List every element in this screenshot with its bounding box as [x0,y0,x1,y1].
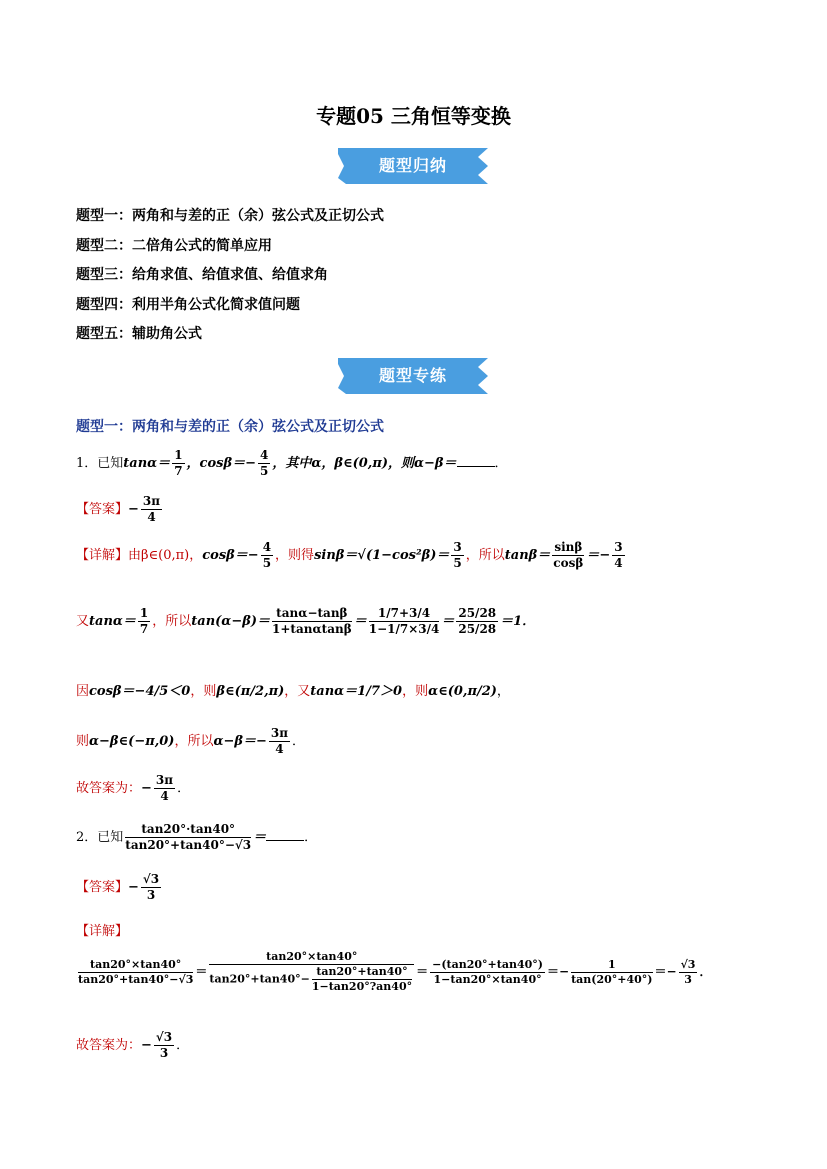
final-answer-label: 故答案为： [76,1038,142,1053]
math-expr: ，其中α，β∈(0,π)，则α−β＝ [272,456,457,471]
detail-line-2: 又tanα＝ $\frac{1}{7}$ ，所以tan(α−β)＝ $\frac{\tan\alpha-\tan\beta}{1+\tan\alpha\tan\beta}$ ＝ $\frac{1/7+3/4}{1-1/7\times 3/4}$ ＝ $\frac{25/28}{25/28}$ ＝1． [76,606,536,636]
math-expr: tanα＝ [123,456,171,471]
final-answer-2: 故答案为：− $\frac{√3}{3}$ ． [76,1030,190,1060]
fraction: $\frac{\tan 20^\circ\cdot\tan 40^\circ}{\tan 20^\circ+\tan 40^\circ-√3}$ [125,822,252,852]
toc-item-2: 题型二：二倍角公式的简单应用 [76,238,272,254]
page-title: 专题05 三角恒等变换 [316,104,511,128]
detail-label: 【详解】 [76,548,129,563]
question-number: 1． [76,456,98,471]
fraction: $\frac{√3}{3}$ [142,872,160,902]
fraction: $\frac{4}{5}$ [259,448,269,478]
fraction: $\frac{1}{7}$ [174,448,183,478]
question-text: 已知 [97,830,124,845]
answer-line-1: 【答案】− $\frac{3\pi}{4}$ [76,494,161,524]
question-text: 已知 [97,456,124,471]
math-expr: ，cosβ＝− [186,456,256,471]
detail-line-4: 则α−β∈(−π,0)，所以α−β＝− $\frac{3\pi}{4}$ ． [76,726,306,756]
detail-line-1: 【详解】由β∈(0,π)，cosβ＝− $\frac{4}{5}$ ，则得sinβ＝√(1−cos²β)＝ $\frac{3}{5}$ ，所以tanβ＝ $\frac{\sin\beta}{\cos\beta}$ ＝− $\frac{3}{4}$ [76,540,623,570]
answer-blank [266,828,304,841]
answer-label: 【答案】 [76,880,129,895]
banner-practice-label: 题型专练 [378,366,447,385]
detail-line-3: 因cosβ＝−4/5＜0，则β∈(π/2,π)，又tanα＝1/7＞0，则α∈(0,π/2)， [76,684,510,699]
question-number: 2． [76,830,98,845]
question-2: 2．已知 $\frac{\tan 20^\circ\cdot\tan 40^\circ}{\tan 20^\circ+\tan 40^\circ-√3}$ ＝ ． [76,822,318,852]
toc-item-3: 题型三：给角求值、给值求值、给值求角 [76,267,328,283]
fraction: $\frac{3\pi}{4}$ [142,494,161,524]
answer-line-2: 【答案】− $\frac{√3}{3}$ [76,872,160,902]
answer-label: 【答案】 [76,502,129,517]
section-heading: 题型一：两角和与差的正（余）弦公式及正切公式 [76,419,384,435]
toc-item-1: 题型一：两角和与差的正（余）弦公式及正切公式 [76,208,384,224]
final-answer-1: 故答案为：− $\frac{3\pi}{4}$ ． [76,773,191,803]
toc-item-5: 题型五：辅助角公式 [76,326,202,342]
question-1: 1．已知tanα＝ $\frac{1}{7}$ ，cosβ＝− $\frac{4}{5}$ ，其中α，β∈(0,π)，则α−β＝ ． [76,448,508,478]
banner-summary [338,148,488,184]
banner-summary-label: 题型归纳 [378,156,447,175]
detail-equation-2: $\frac{\tan 20^\circ\times\tan 40^\circ}{\tan 20^\circ+\tan 40^\circ-√3}$ ＝ tan20°×tan40° tan20°+tan40°− $\frac{\tan 20^\circ+\tan 40^\circ}{1-\tan 20^\circ?an40^\circ}$ ＝ $\frac{-(\tan 20^\circ+\tan 40^\circ)}{1-\tan 20^\circ\times\tan 40^\circ}$ ＝− $\frac{1}{\tan(20^\circ+40^\circ)}$ ＝− $\frac{√3}{3}$ ． [78,950,712,993]
banner-practice [338,358,488,394]
answer-blank [457,454,495,467]
toc-item-4: 题型四：利用半角公式化简求值问题 [76,297,300,313]
final-answer-label: 故答案为： [76,781,142,796]
detail-label-2: 【详解】 [76,924,129,939]
